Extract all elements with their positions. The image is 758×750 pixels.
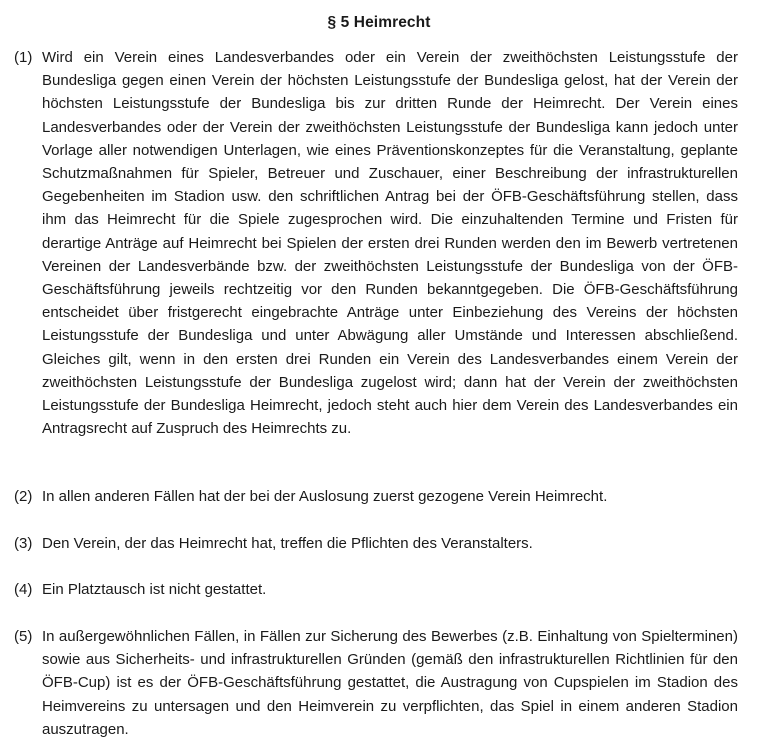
section-title: § 5 Heimrecht — [327, 14, 431, 31]
paragraph-number: (1) — [14, 49, 33, 66]
paragraph-text: Wird ein Verein eines Landesverbandes oder ein Verein der zweithöchsten Leistungsstufe der Bundesliga gegen einen Verein der höchsten Leistungsstufe der Bundesliga gelost, hat der Verein der höchsten Leistungsstufe der Bundesliga bis zur dritten Runde der Heimrecht. Der Verein eines Landesverbandes oder der Verein der zweithöchsten Leistungsstufe der Bundesliga kann jedoch unter Vorlage aller notwendigen Unterlagen, wie eines Präventionskonzeptes für die Veranstaltung, geplante Schutzmaßnahmen für Spieler, Betreuer und Zuschauer, einer Beschreibung der infrastrukturellen Gegebenheiten im Stadion usw. den schriftlichen Antrag bei der ÖFB-Geschäftsführung stellen, dass ihm das Heimrecht für die Spiele zugesprochen wird. Die einzuhaltenden Termine und Fristen für derartige Anträge auf Heimrecht bei Spielen der ersten drei Runden werden den im Bewerb vertretenen Vereinen der Landesverbände bzw. der zweithöchsten Leistungsstufe der Bundesliga von der ÖFB-Geschäftsführung jeweils rechtzeitig vor den Runden bekanntgegeben. Die ÖFB-Geschäftsführung entscheidet über fristgerecht eingebrachte Anträge unter Einbeziehung des Vereins der höchsten Leistungsstufe der Bundesliga und unter Abwägung aller Umstände und Interessen abschließend. Gleiches gilt, wenn in den ersten drei Runden ein Verein des Landesverbandes einem Verein der zweithöchsten Leistungsstufe der Bundesliga zugelost wird; dann hat der Verein der zweithöchsten Leistungsstufe der Bundesliga Heimrecht, jedoch steht auch hier dem Verein des Landesverbandes ein Antragsrecht auf Zuspruch des Heimrechts zu. — [42, 49, 738, 438]
paragraph-number: (2) — [14, 488, 33, 505]
paragraph-number: (5) — [14, 628, 33, 645]
paragraph-text: In allen anderen Fällen hat der bei der Auslosung zuerst gezogene Verein Heimrecht. — [42, 488, 608, 505]
paragraph-number: (4) — [14, 581, 33, 598]
paragraph-text: In außergewöhnlichen Fällen, in Fällen zur Sicherung des Bewerbes (z.B. Einhaltung von Spielterminen) sowie aus Sicherheits- und infrastrukturellen Gründen (gemäß den infrastrukturellen Richtlinien für den ÖFB-Cup) ist es der ÖFB-Geschäftsführung gestattet, die Austragung von Cupspielen im Stadion des Heimvereins zu untersagen und den Heimverein zu verpflichten, das Spiel in einem anderen Stadion auszutragen. — [42, 628, 738, 738]
paragraph-number: (3) — [14, 535, 33, 552]
paragraph-text: Den Verein, der das Heimrecht hat, treffen die Pflichten des Veranstalters. — [42, 535, 533, 552]
paragraph-text: Ein Platztausch ist nicht gestattet. — [42, 581, 267, 598]
